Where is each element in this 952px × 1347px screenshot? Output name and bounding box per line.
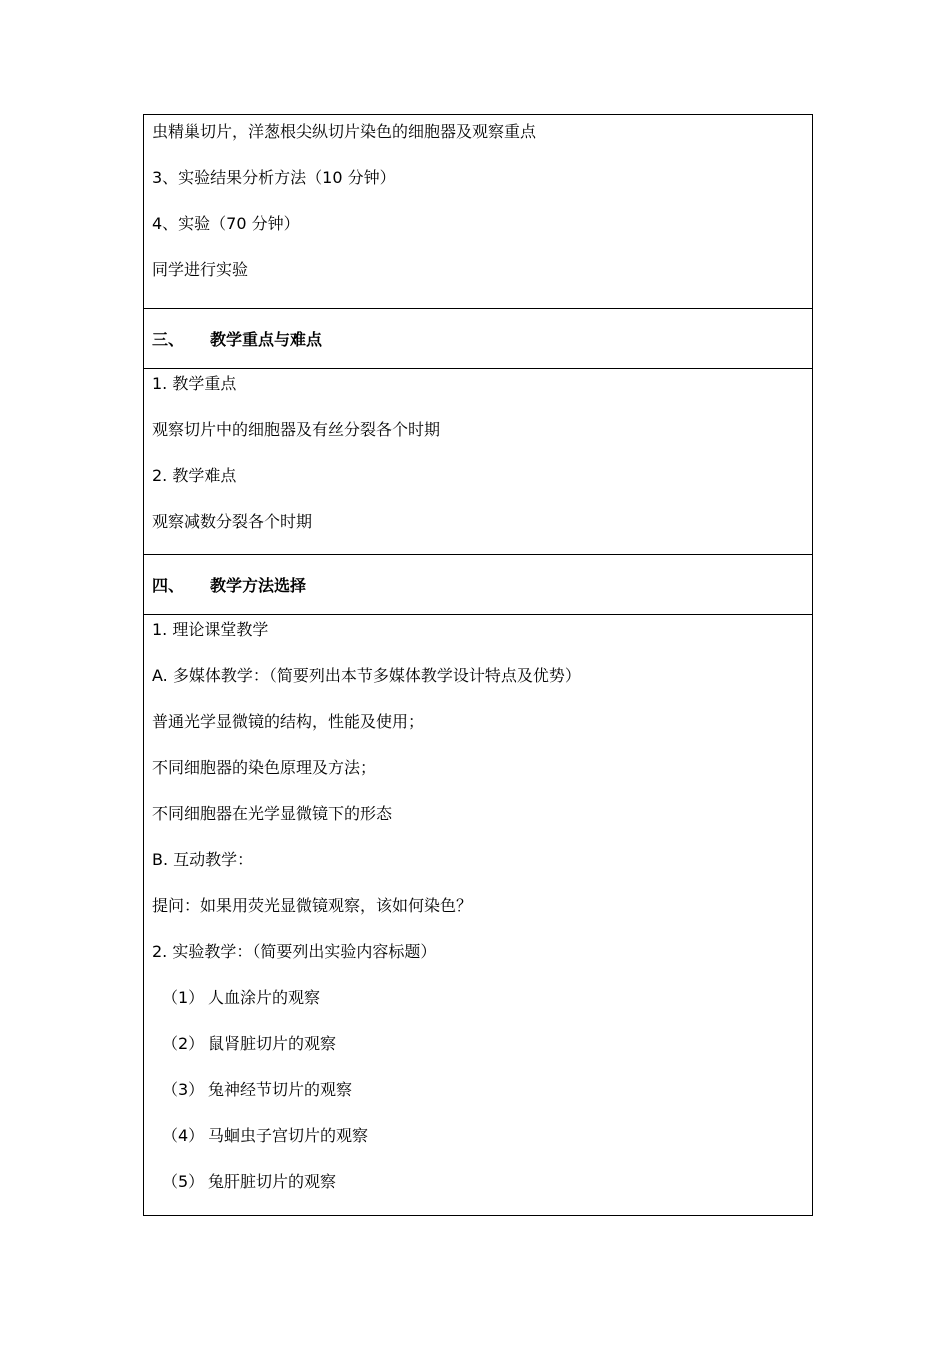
experiment-item [152,988,812,1008]
experiment-index: （2） [162,1034,205,1053]
section4-title: 教学方法选择 [210,576,307,595]
text-line: 4、实验（70 分钟） [152,214,300,233]
text-line: 1. 教学重点 [152,374,237,393]
experiment-item [152,1172,812,1192]
text-line: 不同细胞器在光学显微镜下的形态 [152,804,393,823]
text-line: 观察切片中的细胞器及有丝分裂各个时期 [152,420,441,439]
experiment-item [152,1080,812,1100]
text-line: 不同细胞器的染色原理及方法； [152,758,377,777]
experiment-index: （1） [162,988,205,1007]
continued-section-cell [144,122,812,308]
text-line: 2. 教学难点 [152,466,237,485]
text-line: A. 多媒体教学：（简要列出本节多媒体教学设计特点及优势） [152,666,581,685]
experiment-item [152,1126,812,1146]
text-line: 观察减数分裂各个时期 [152,512,313,531]
text-line: 3、实验结果分析方法（10 分钟） [152,168,396,187]
experiment-item [152,1034,812,1054]
experiment-title: 兔神经节切片的观察 [208,1080,353,1099]
section3-heading [144,308,812,368]
text-line: 提问：如果用荧光显微镜观察，该如何染色？ [152,896,473,915]
experiment-title: 兔肝脏切片的观察 [208,1172,337,1191]
experiment-title: 马蛔虫子宫切片的观察 [208,1126,369,1145]
section3-title: 教学重点与难点 [210,330,323,349]
section4-number: 四、 [152,576,185,595]
experiment-index: （4） [162,1126,205,1145]
section4-heading [144,554,812,614]
experiment-title: 人血涂片的观察 [208,988,321,1007]
text-line: 普通光学显微镜的结构，性能及使用； [152,712,425,731]
text-line: 同学进行实验 [152,260,249,279]
text-line: B. 互动教学： [152,850,254,869]
lesson-plan-table [143,114,813,1216]
experiment-index: （5） [162,1172,205,1191]
section3-body [144,368,812,554]
section3-number: 三、 [152,330,185,349]
text-line: 2. 实验教学：（简要列出实验内容标题） [152,942,437,961]
experiment-index: （3） [162,1080,205,1099]
section4-body [144,614,812,1215]
text-line: 1. 理论课堂教学 [152,620,269,639]
text-line: 虫精巢切片，洋葱根尖纵切片染色的细胞器及观察重点 [152,122,537,141]
experiment-title: 鼠肾脏切片的观察 [208,1034,337,1053]
